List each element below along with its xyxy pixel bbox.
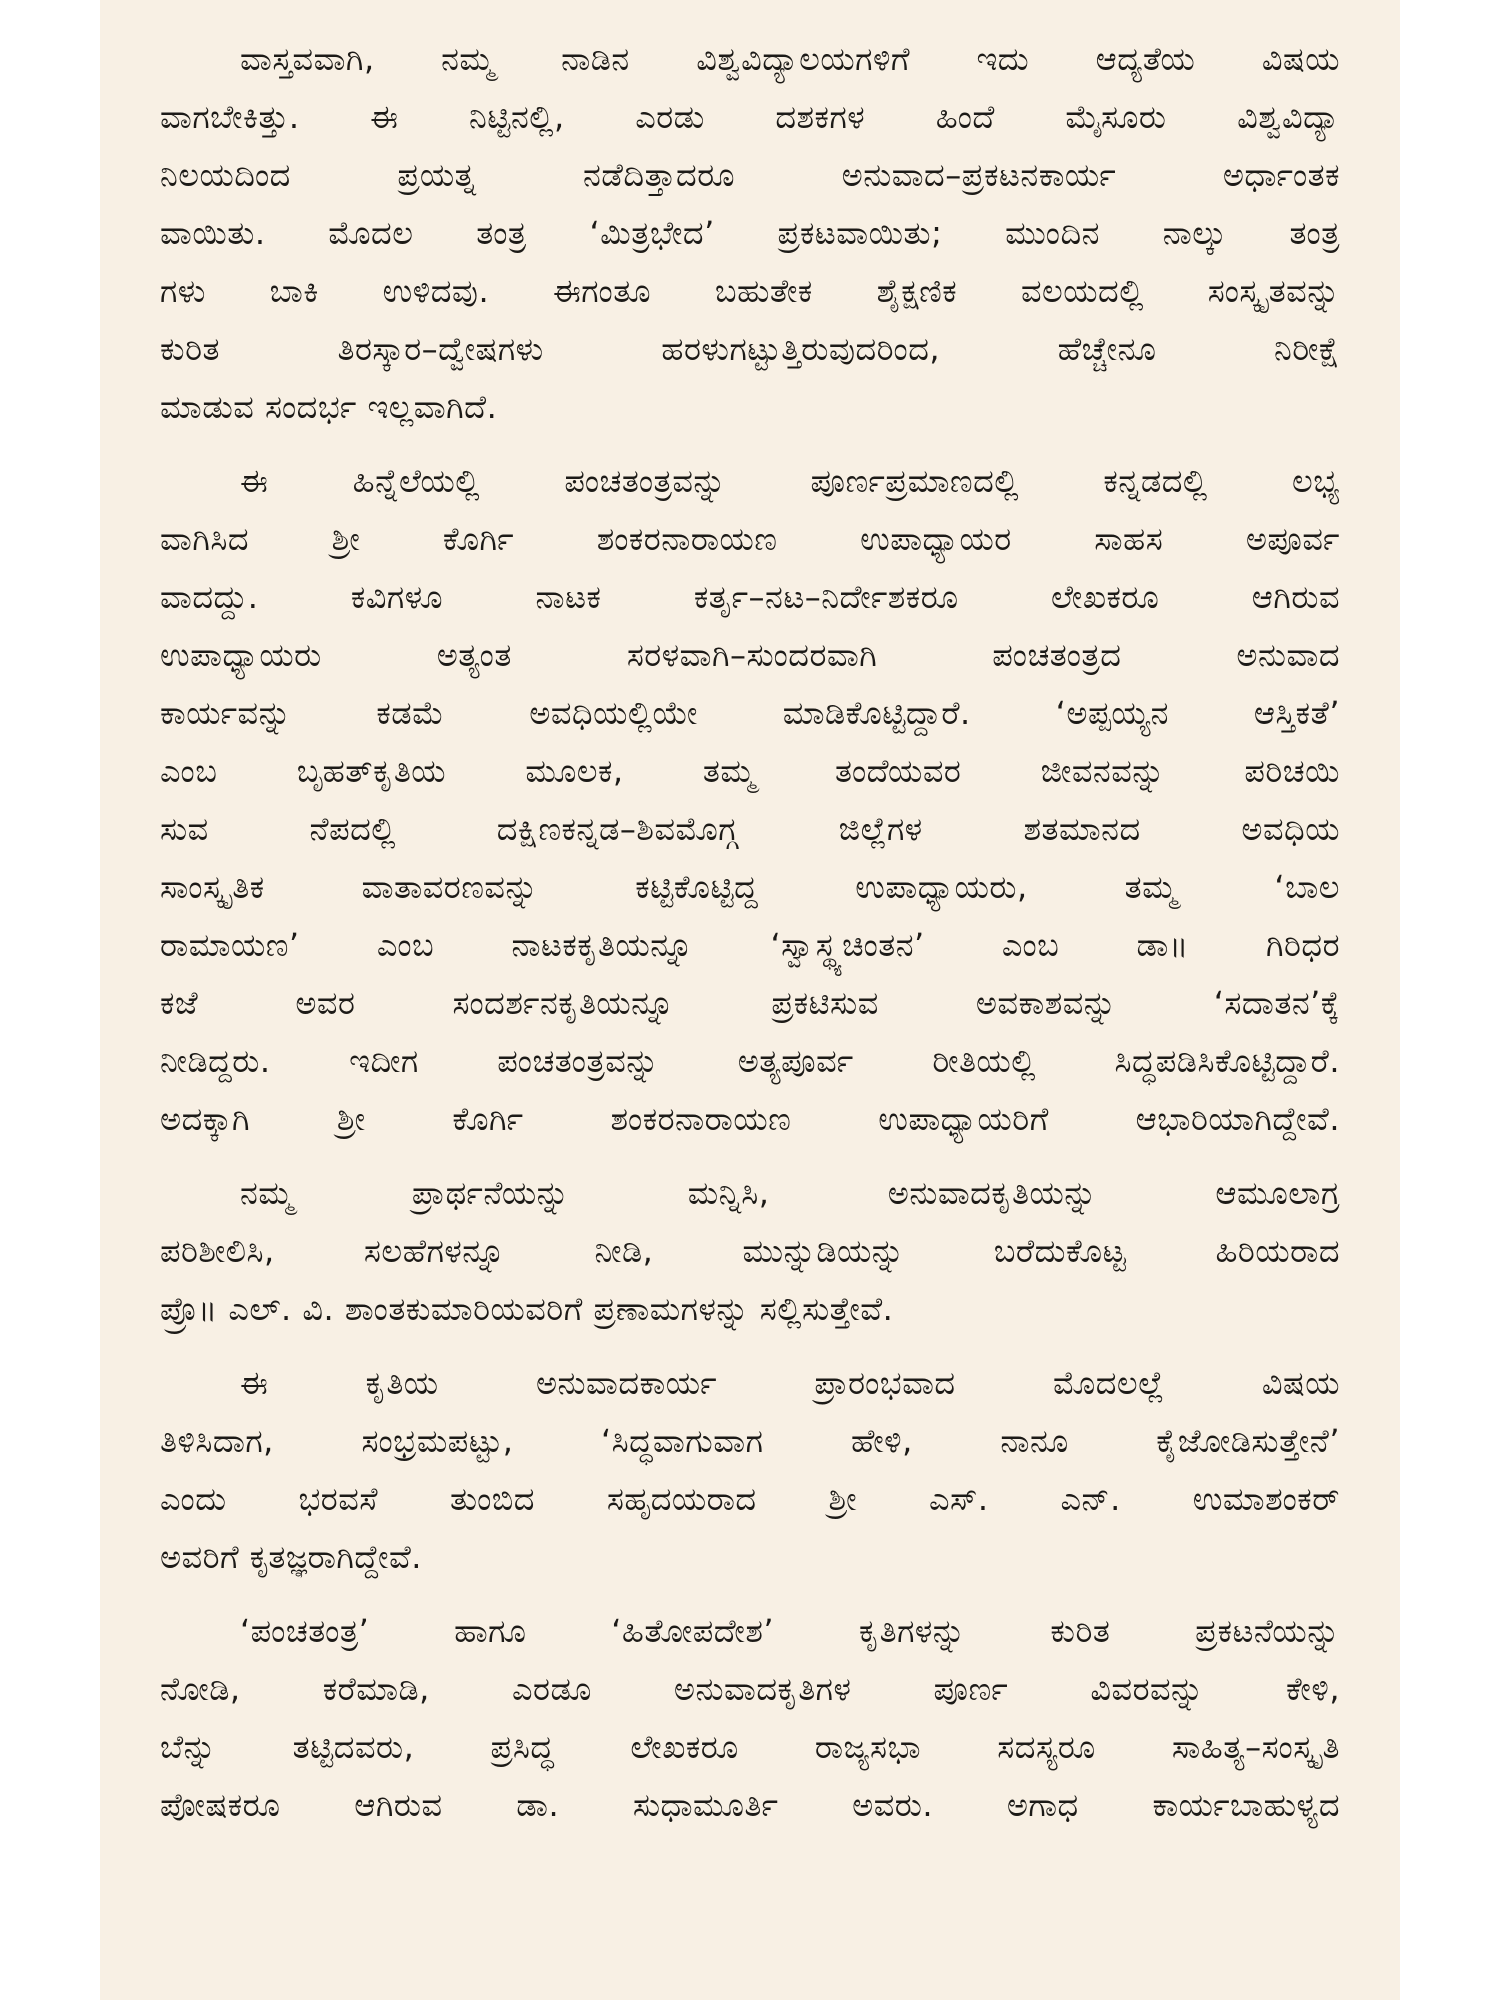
text-line: ಮಾಡುವ ಸಂದರ್ಭ ಇಲ್ಲವಾಗಿದೆ. xyxy=(160,388,498,426)
paragraph-3 xyxy=(160,1164,1340,1338)
text-line: ನಿಲಯದಿಂದ ಪ್ರಯತ್ನ ನಡೆದಿತ್ತಾದರೂ ಅನುವಾದ–ಪ್ರಕಟನಕಾರ್ಯ ಅರ್ಧಾಂತಕ xyxy=(160,156,1340,194)
text-line: ಪ್ರೊ॥ ಎಲ್. ವಿ. ಶಾಂತಕುಮಾರಿಯವರಿಗೆ ಪ್ರಣಾಮಗಳನ್ನು ಸಲ್ಲಿಸುತ್ತೇವೆ. xyxy=(160,1290,894,1328)
paragraph-1 xyxy=(160,30,1340,436)
text-line: ನಮ್ಮ ಪ್ರಾರ್ಥನೆಯನ್ನು ಮನ್ನಿಸಿ, ಅನುವಾದಕೃತಿಯನ್ನು ಆಮೂಲಾಗ್ರ xyxy=(240,1174,1340,1212)
text-line: ಅದಕ್ಕಾಗಿ ಶ್ರೀ ಕೊರ್ಗಿ ಶಂಕರನಾರಾಯಣ ಉಪಾಧ್ಯಾಯರಿಗೆ ಆಭಾರಿಯಾಗಿದ್ದೇವೆ. xyxy=(160,1100,1340,1138)
paragraph-5 xyxy=(160,1602,1340,1834)
paragraph-2 xyxy=(160,452,1340,1148)
text-line: ಗಳು ಬಾಕಿ ಉಳಿದವು. ಈಗಂತೂ ಬಹುತೇಕ ಶೈಕ್ಷಣಿಕ ವಲಯದಲ್ಲಿ ಸಂಸ್ಕೃತವನ್ನು xyxy=(160,272,1340,310)
text-line: ಪರಿಶೀಲಿಸಿ, ಸಲಹೆಗಳನ್ನೂ ನೀಡಿ, ಮುನ್ನುಡಿಯನ್ನು ಬರೆದುಕೊಟ್ಟ ಹಿರಿಯರಾದ xyxy=(160,1232,1340,1270)
text-line: ವಾದದ್ದು. ಕವಿಗಳೂ ನಾಟಕ ಕರ್ತೃ–ನಟ–ನಿರ್ದೇಶಕರೂ ಲೇಖಕರೂ ಆಗಿರುವ xyxy=(160,578,1340,616)
text-line: ಕಾರ್ಯವನ್ನು ಕಡಮೆ ಅವಧಿಯಲ್ಲಿಯೇ ಮಾಡಿಕೊಟ್ಟಿದ್ದಾರೆ. ‘ಅಪ್ಪಯ್ಯನ ಆಸ್ತಿಕತೆ’ xyxy=(160,694,1340,732)
text-line: ರಾಮಾಯಣ’ ಎಂಬ ನಾಟಕಕೃತಿಯನ್ನೂ ‘ಸ್ವಾಸ್ಥ್ಯಚಿಂತನ’ ಎಂಬ ಡಾ॥ ಗಿರಿಧರ xyxy=(160,926,1340,964)
text-line: ವಾಸ್ತವವಾಗಿ, ನಮ್ಮ ನಾಡಿನ ವಿಶ್ವವಿದ್ಯಾಲಯಗಳಿಗೆ ಇದು ಆದ್ಯತೆಯ ವಿಷಯ xyxy=(240,40,1340,78)
text-line: ಅವರಿಗೆ ಕೃತಜ್ಞರಾಗಿದ್ದೇವೆ. xyxy=(160,1538,422,1576)
text-line: ವಾಗಿಸಿದ ಶ್ರೀ ಕೊರ್ಗಿ ಶಂಕರನಾರಾಯಣ ಉಪಾಧ್ಯಾಯರ ಸಾಹಸ ಅಪೂರ್ವ xyxy=(160,520,1340,558)
text-line: ಪೋಷಕರೂ ಆಗಿರುವ ಡಾ. ಸುಧಾಮೂರ್ತಿ ಅವರು. ಅಗಾಧ ಕಾರ್ಯಬಾಹುಳ್ಯದ xyxy=(160,1786,1340,1824)
text-line: ಕಜೆ ಅವರ ಸಂದರ್ಶನಕೃತಿಯನ್ನೂ ಪ್ರಕಟಿಸುವ ಅವಕಾಶವನ್ನು ‘ಸದಾತನ’ಕ್ಕೆ xyxy=(160,984,1340,1022)
text-line: ಉಪಾಧ್ಯಾಯರು ಅತ್ಯಂತ ಸರಳವಾಗಿ–ಸುಂದರವಾಗಿ ಪಂಚತಂತ್ರದ ಅನುವಾದ xyxy=(160,636,1340,674)
text-line: ಸಾಂಸ್ಕೃತಿಕ ವಾತಾವರಣವನ್ನು ಕಟ್ಟಿಕೊಟ್ಟಿದ್ದ ಉಪಾಧ್ಯಾಯರು, ತಮ್ಮ ‘ಬಾಲ xyxy=(160,868,1340,906)
text-line: ಕುರಿತ ತಿರಸ್ಕಾರ–ದ್ವೇಷಗಳು ಹರಳುಗಟ್ಟುತ್ತಿರುವುದರಿಂದ, ಹೆಚ್ಚೇನೂ ನಿರೀಕ್ಷೆ xyxy=(160,330,1340,368)
text-line: ನೀಡಿದ್ದರು. ಇದೀಗ ಪಂಚತಂತ್ರವನ್ನು ಅತ್ಯಪೂರ್ವ ರೀತಿಯಲ್ಲಿ ಸಿದ್ಧಪಡಿಸಿಕೊಟ್ಟಿದ್ದಾರೆ. xyxy=(160,1042,1340,1080)
text-line: ವಾಗಬೇಕಿತ್ತು. ಈ ನಿಟ್ಟಿನಲ್ಲಿ, ಎರಡು ದಶಕಗಳ ಹಿಂದೆ ಮೈಸೂರು ವಿಶ್ವವಿದ್ಯಾ xyxy=(160,98,1340,136)
text-line: ನೋಡಿ, ಕರೆಮಾಡಿ, ಎರಡೂ ಅನುವಾದಕೃತಿಗಳ ಪೂರ್ಣ ವಿವರವನ್ನು ಕೇಳಿ, xyxy=(160,1670,1340,1708)
paragraph-4 xyxy=(160,1354,1340,1586)
text-line: ಸುವ ನೆಪದಲ್ಲಿ ದಕ್ಷಿಣಕನ್ನಡ–ಶಿವಮೊಗ್ಗ ಜಿಲ್ಲೆಗಳ ಶತಮಾನದ ಅವಧಿಯ xyxy=(160,810,1340,848)
text-line: ಬೆನ್ನು ತಟ್ಟಿದವರು, ಪ್ರಸಿದ್ಧ ಲೇಖಕರೂ ರಾಜ್ಯಸಭಾ ಸದಸ್ಯರೂ ಸಾಹಿತ್ಯ–ಸಂಸ್ಕೃತಿ xyxy=(160,1728,1340,1766)
text-line: ಎಂಬ ಬೃಹತ್‌ಕೃತಿಯ ಮೂಲಕ, ತಮ್ಮ ತಂದೆಯವರ ಜೀವನವನ್ನು ಪರಿಚಯಿ xyxy=(160,752,1340,790)
text-line: ತಿಳಿಸಿದಾಗ, ಸಂಭ್ರಮಪಟ್ಟು, ‘ಸಿದ್ಧವಾಗುವಾಗ ಹೇಳಿ, ನಾನೂ ಕೈಜೋಡಿಸುತ್ತೇನೆ’ xyxy=(160,1422,1340,1460)
text-line: ವಾಯಿತು. ಮೊದಲ ತಂತ್ರ ‘ಮಿತ್ರಭೇದ’ ಪ್ರಕಟವಾಯಿತು; ಮುಂದಿನ ನಾಲ್ಕು ತಂತ್ರ xyxy=(160,214,1340,252)
book-page xyxy=(100,0,1400,2000)
text-line: ಈ ಕೃತಿಯ ಅನುವಾದಕಾರ್ಯ ಪ್ರಾರಂಭವಾದ ಮೊದಲಲ್ಲೆ ವಿಷಯ xyxy=(240,1364,1340,1402)
text-line: ಎಂದು ಭರವಸೆ ತುಂಬಿದ ಸಹೃದಯರಾದ ಶ್ರೀ ಎಸ್. ಎನ್. ಉಮಾಶಂಕರ್ xyxy=(160,1480,1340,1518)
text-line: ಈ ಹಿನ್ನೆಲೆಯಲ್ಲಿ ಪಂಚತಂತ್ರವನ್ನು ಪೂರ್ಣಪ್ರಮಾಣದಲ್ಲಿ ಕನ್ನಡದಲ್ಲಿ ಲಭ್ಯ xyxy=(240,462,1340,500)
text-line: ‘ಪಂಚತಂತ್ರ’ ಹಾಗೂ ‘ಹಿತೋಪದೇಶ’ ಕೃತಿಗಳನ್ನು ಕುರಿತ ಪ್ರಕಟನೆಯನ್ನು xyxy=(240,1612,1340,1650)
